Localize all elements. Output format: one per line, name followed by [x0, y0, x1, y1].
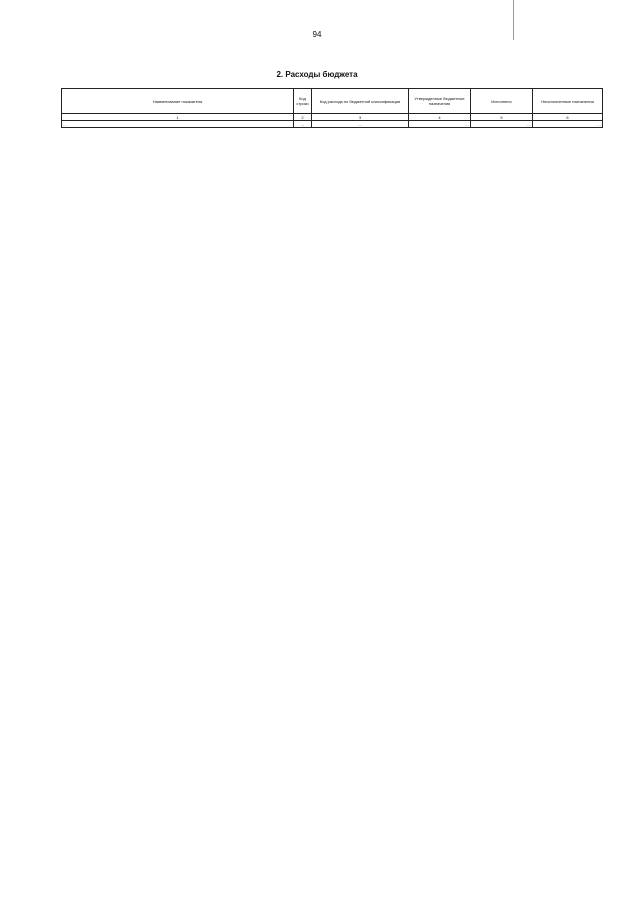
column-number: 3: [312, 114, 409, 121]
column-number: 1: [62, 114, 294, 121]
expenses-table: [61, 88, 603, 128]
cell-code: …: [294, 121, 312, 128]
cell-approved: …: [409, 121, 471, 128]
cell-executed: …: [471, 121, 533, 128]
section-title: 2. Расходы бюджета: [276, 70, 358, 79]
header-code: Код строки: [294, 89, 312, 114]
header-kbk: Код расхода по бюджетной классификации: [312, 89, 409, 114]
cell-kbk: …: [312, 121, 409, 128]
header-name: Наименование показателя: [62, 89, 294, 114]
cell-remaining: …: [533, 121, 603, 128]
column-number-row: [62, 114, 603, 121]
column-number: 4: [409, 114, 471, 121]
cell-name: …: [62, 121, 294, 128]
page-number: 94: [312, 30, 322, 39]
table-body: [62, 121, 603, 128]
header-remaining: Неисполненные назначения: [533, 89, 603, 114]
column-number: 5: [471, 114, 533, 121]
header-executed: Исполнено: [471, 89, 533, 114]
table-header-row: [62, 89, 603, 114]
table-row: [62, 121, 603, 128]
column-number: 6: [533, 114, 603, 121]
column-number: 2: [294, 114, 312, 121]
header-approved: Утвержденные бюджетные назначения: [409, 89, 471, 114]
